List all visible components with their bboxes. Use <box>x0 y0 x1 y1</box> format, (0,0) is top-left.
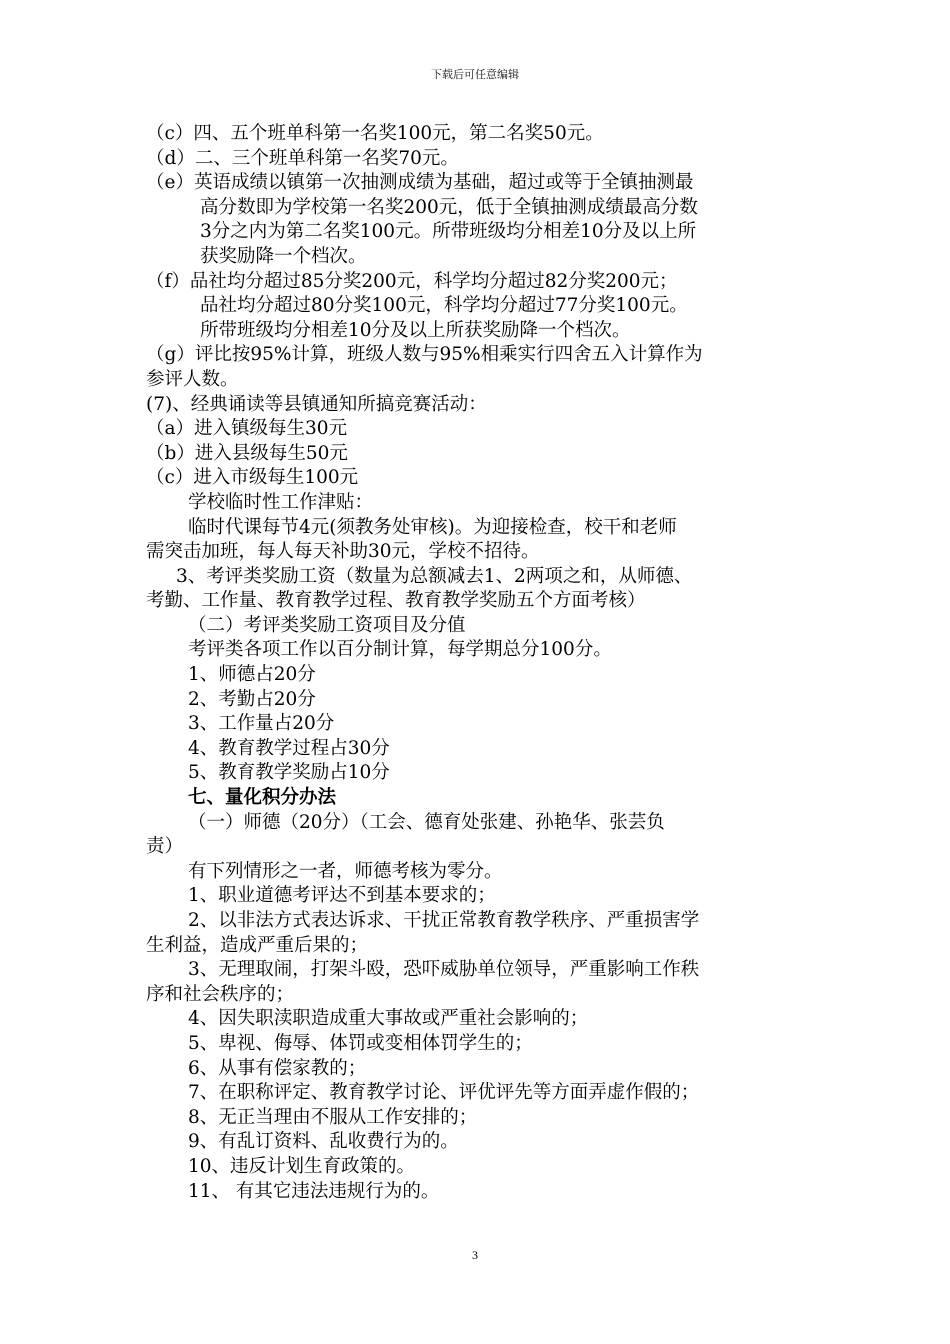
text-line: 考勤、工作量、教育教学过程、教育教学奖励五个方面考核） <box>146 590 646 612</box>
text-line: （e）英语成绩以镇第一次抽测成绩为基础，超过或等于全镇抽测最 <box>146 172 694 194</box>
text-line: 3、无理取闹，打架斗殴，恐吓威胁单位领导，严重影响工作秩 <box>188 959 700 981</box>
text-line: 获奖励降一个档次。 <box>200 245 367 267</box>
text-line: 3分之内为第二名奖100元。所带班级均分相差10分及以上所 <box>200 221 697 243</box>
text-line: （b）进入县级每生50元 <box>146 442 348 464</box>
page-header: 下载后可任意编辑 <box>431 68 519 81</box>
text-line: 8、无正当理由不服从工作安排的； <box>188 1106 478 1128</box>
text-line: 生利益，造成严重后果的； <box>146 934 369 956</box>
text-line: 临时代课每节4元(须教务处审核)。为迎接检查，校干和老师 <box>188 516 677 538</box>
text-line: 品社均分超过80分奖100元，科学均分超过77分奖100元。 <box>200 295 688 317</box>
text-line: 有下列情形之一者，师德考核为零分。 <box>188 860 503 882</box>
text-line: （a）进入镇级每生30元 <box>146 418 348 440</box>
text-line: （一）师德（20分）（工会、德育处张建、孙艳华、张芸负 <box>188 811 665 833</box>
text-line: 1、职业道德考评达不到基本要求的； <box>188 885 496 907</box>
text-line: 3、工作量占20分 <box>188 713 335 735</box>
text-line: 5、卑视、侮辱、体罚或变相体罚学生的； <box>188 1032 533 1054</box>
text-line: 所带班级均分相差10分及以上所获奖励降一个档次。 <box>200 319 631 341</box>
text-line: 4、教育教学过程占30分 <box>188 737 390 759</box>
text-line: （f）品社均分超过85分奖200元，科学均分超过82分奖200元； <box>146 270 678 292</box>
text-line: 序和社会秩序的； <box>146 983 295 1005</box>
text-line: (7)、经典诵读等县镇通知所搞竞赛活动： <box>146 393 487 415</box>
text-line: 4、因失职渎职造成重大事故或严重社会影响的； <box>188 1008 589 1030</box>
text-line: 参评人数。 <box>146 368 239 390</box>
text-line: 高分数即为学校第一名奖200元，低于全镇抽测成绩最高分数 <box>200 196 698 218</box>
text-line: 10、违反计划生育政策的。 <box>188 1155 416 1177</box>
text-line: 1、师德占20分 <box>188 664 316 686</box>
text-line: （d）二、三个班单科第一名奖70元。 <box>146 147 459 169</box>
text-line: 学校临时性工作津贴： <box>188 491 374 513</box>
text-line: 9、有乱订资料、乱收费行为的。 <box>188 1131 459 1153</box>
text-line: （c）进入市级每生100元 <box>146 467 359 489</box>
text-line: 需突击加班，每人每天补助30元，学校不招待。 <box>146 541 540 563</box>
document-body <box>146 122 816 1204</box>
text-line: 2、以非法方式表达诉求、干扰正常教育教学秩序、严重损害学 <box>188 910 700 931</box>
text-line: 考评类各项工作以百分制计算，每学期总分100分。 <box>188 639 612 661</box>
text-line: 七、量化积分办法 <box>188 787 337 809</box>
text-line: 6、从事有偿家教的； <box>188 1057 367 1079</box>
text-line: 5、教育教学奖励占10分 <box>188 762 390 784</box>
text-line: 3、考评类奖励工资（数量为总额减去1、2两项之和，从师德、 <box>176 565 693 587</box>
text-line: 11、 有其它违法违规行为的。 <box>188 1180 440 1202</box>
page-number: 3 <box>472 1248 478 1262</box>
text-line: （g）评比按95%计算，班级人数与95%相乘实行四舍五入计算作为 <box>146 344 703 366</box>
text-line: 责） <box>146 836 184 858</box>
text-line: （二）考评类奖励工资项目及分值 <box>188 614 466 636</box>
text-line: 7、在职称评定、教育教学讨论、评优评先等方面弄虚作假的； <box>188 1082 700 1104</box>
text-line: （c）四、五个班单科第一名奖100元，第二名奖50元。 <box>146 123 604 144</box>
text-line: 2、考勤占20分 <box>188 688 316 710</box>
